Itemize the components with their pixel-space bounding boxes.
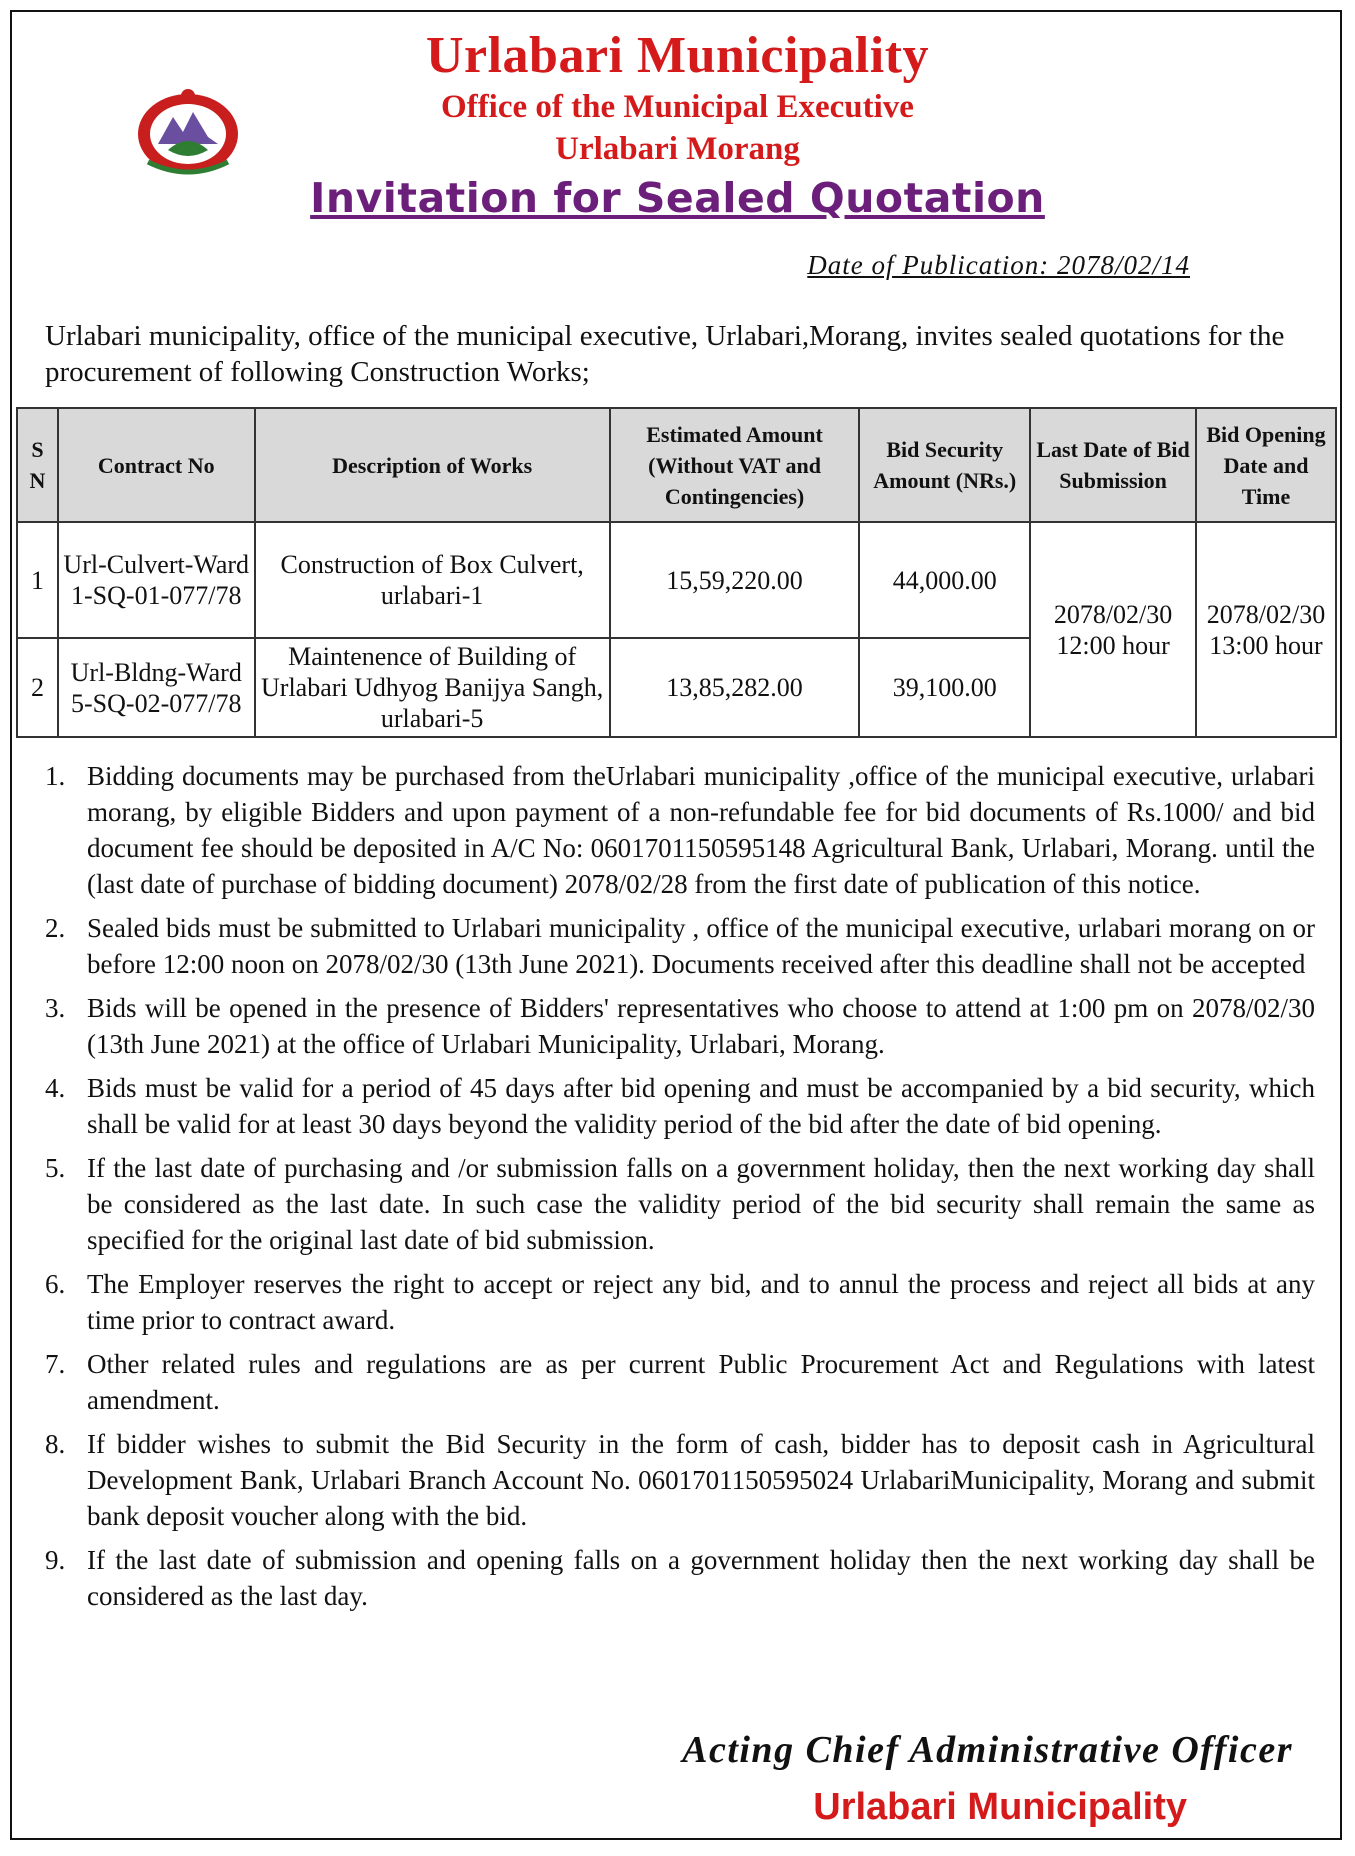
header-estimated-amount: Estimated Amount (Without VAT and Contingencies) [610,408,860,522]
note-text: Bids must be valid for a period of 45 days after bid opening and must be accompanied by a bid security, which shall be valid for at least 30 days beyond the validity period of the bid after the date of bid opening. [87,1073,1315,1139]
works-table [16,407,1337,738]
note-item [45,1070,1315,1142]
note-item [45,1426,1315,1534]
cell-last-date: 2078/02/30 12:00 hour [1030,522,1196,737]
notes-list [45,758,1315,1622]
office-subtitle: Office of the Municipal Executive [441,89,914,125]
note-text: If the last date of purchasing and /or submission falls on a government holiday, then the next working day shall be considered as the last date. In such case the validity period of the bid security shall remain the same as specified for the original last date of bid submission. [87,1153,1315,1255]
note-text: If the last date of submission and opening falls on a government holiday then the next working day shall be considered as the last day. [87,1545,1315,1611]
note-item [45,990,1315,1062]
location-subtitle: Urlabari Morang [555,131,800,167]
note-item [45,910,1315,982]
cell-estimated-amount: 15,59,220.00 [610,522,860,638]
note-item [45,1150,1315,1258]
municipality-title: Urlabari Municipality [425,27,930,84]
table-header-row [17,408,1336,522]
note-text: Bids will be opened in the presence of Bidders' representatives who choose to attend at 1:00 pm on 2078/02/30 (13th June 2021) at the office of Urlabari Municipality, Urlabari, Morang. [87,993,1315,1059]
header-bid-opening: Bid Opening Date and Time [1196,408,1336,522]
note-number: 9. [45,1545,66,1575]
header-sn: S N [17,408,58,522]
cell-contract-no: Url-Bldng-Ward 5-SQ-02-077/78 [58,638,255,737]
signatory-organization: Urlabari Municipality [813,1786,1187,1828]
header [0,26,1355,224]
cell-contract-no: Url-Culvert-Ward 1-SQ-01-077/78 [58,522,255,638]
cell-estimated-amount: 13,85,282.00 [610,638,860,737]
note-text: The Employer reserves the right to accept or reject any bid, and to annul the process and reject all bids at any time prior to contract award. [87,1269,1315,1335]
note-text: If bidder wishes to submit the Bid Security in the form of cash, bidder has to deposit cash in Agricultural Development Bank, Urlabari Branch Account No. 0601701150595024 UrlabariMunicipality, Morang and submit bank deposit voucher along with the bid. [87,1429,1315,1531]
header-last-date: Last Date of Bid Submission [1030,408,1196,522]
note-number: 1. [45,761,66,791]
cell-sn: 2 [17,638,58,737]
note-number: 3. [45,993,66,1023]
note-number: 6. [45,1269,66,1299]
note-text: Other related rules and regulations are as per current Public Procurement Act and Regulations with latest amendment. [87,1349,1315,1415]
note-item [45,1346,1315,1418]
header-description: Description of Works [255,408,610,522]
invitation-heading: Invitation for Sealed Quotation [310,174,1045,222]
header-bid-security: Bid Security Amount (NRs.) [859,408,1030,522]
note-number: 2. [45,913,66,943]
publication-date: Date of Publication: 2078/02/14 [807,250,1190,280]
signatory-title: Acting Chief Administrative Officer [682,1729,1293,1771]
cell-bid-security: 39,100.00 [859,638,1030,737]
note-item [45,1266,1315,1338]
note-number: 8. [45,1429,66,1459]
cell-bid-opening: 2078/02/30 13:00 hour [1196,522,1336,737]
cell-description: Maintenence of Building of Urlabari Udhyog Banijya Sangh, urlabari-5 [255,638,610,737]
intro-paragraph: Urlabari municipality, office of the municipal executive, Urlabari,Morang, invites sealed quotations for the procurement of following Construction Works; [45,320,1285,388]
note-number: 4. [45,1073,66,1103]
note-text: Bidding documents may be purchased from theUrlabari municipality ,office of the municipal executive, urlabari morang, by eligible Bidders and upon payment of a non-refundable fee for bid documents of Rs.1000/ and bid document fee should be deposited in A/C No: 0601701150595148 Agricultural Bank, Urlabari, Morang. until the (last date of purchase of bidding document) 2078/02/28 from the first date of publication of this notice. [87,761,1315,899]
note-item [45,758,1315,902]
cell-description: Construction of Box Culvert, urlabari-1 [255,522,610,638]
note-text: Sealed bids must be submitted to Urlabari municipality , office of the municipal executive, urlabari morang on or before 12:00 noon on 2078/02/30 (13th June 2021). Documents received after this deadline shall not be accepted [87,913,1315,979]
cell-bid-security: 44,000.00 [859,522,1030,638]
note-number: 7. [45,1349,66,1379]
header-contract-no: Contract No [58,408,255,522]
table-row [17,522,1336,638]
note-number: 5. [45,1153,66,1183]
note-item [45,1542,1315,1614]
cell-sn: 1 [17,522,58,638]
